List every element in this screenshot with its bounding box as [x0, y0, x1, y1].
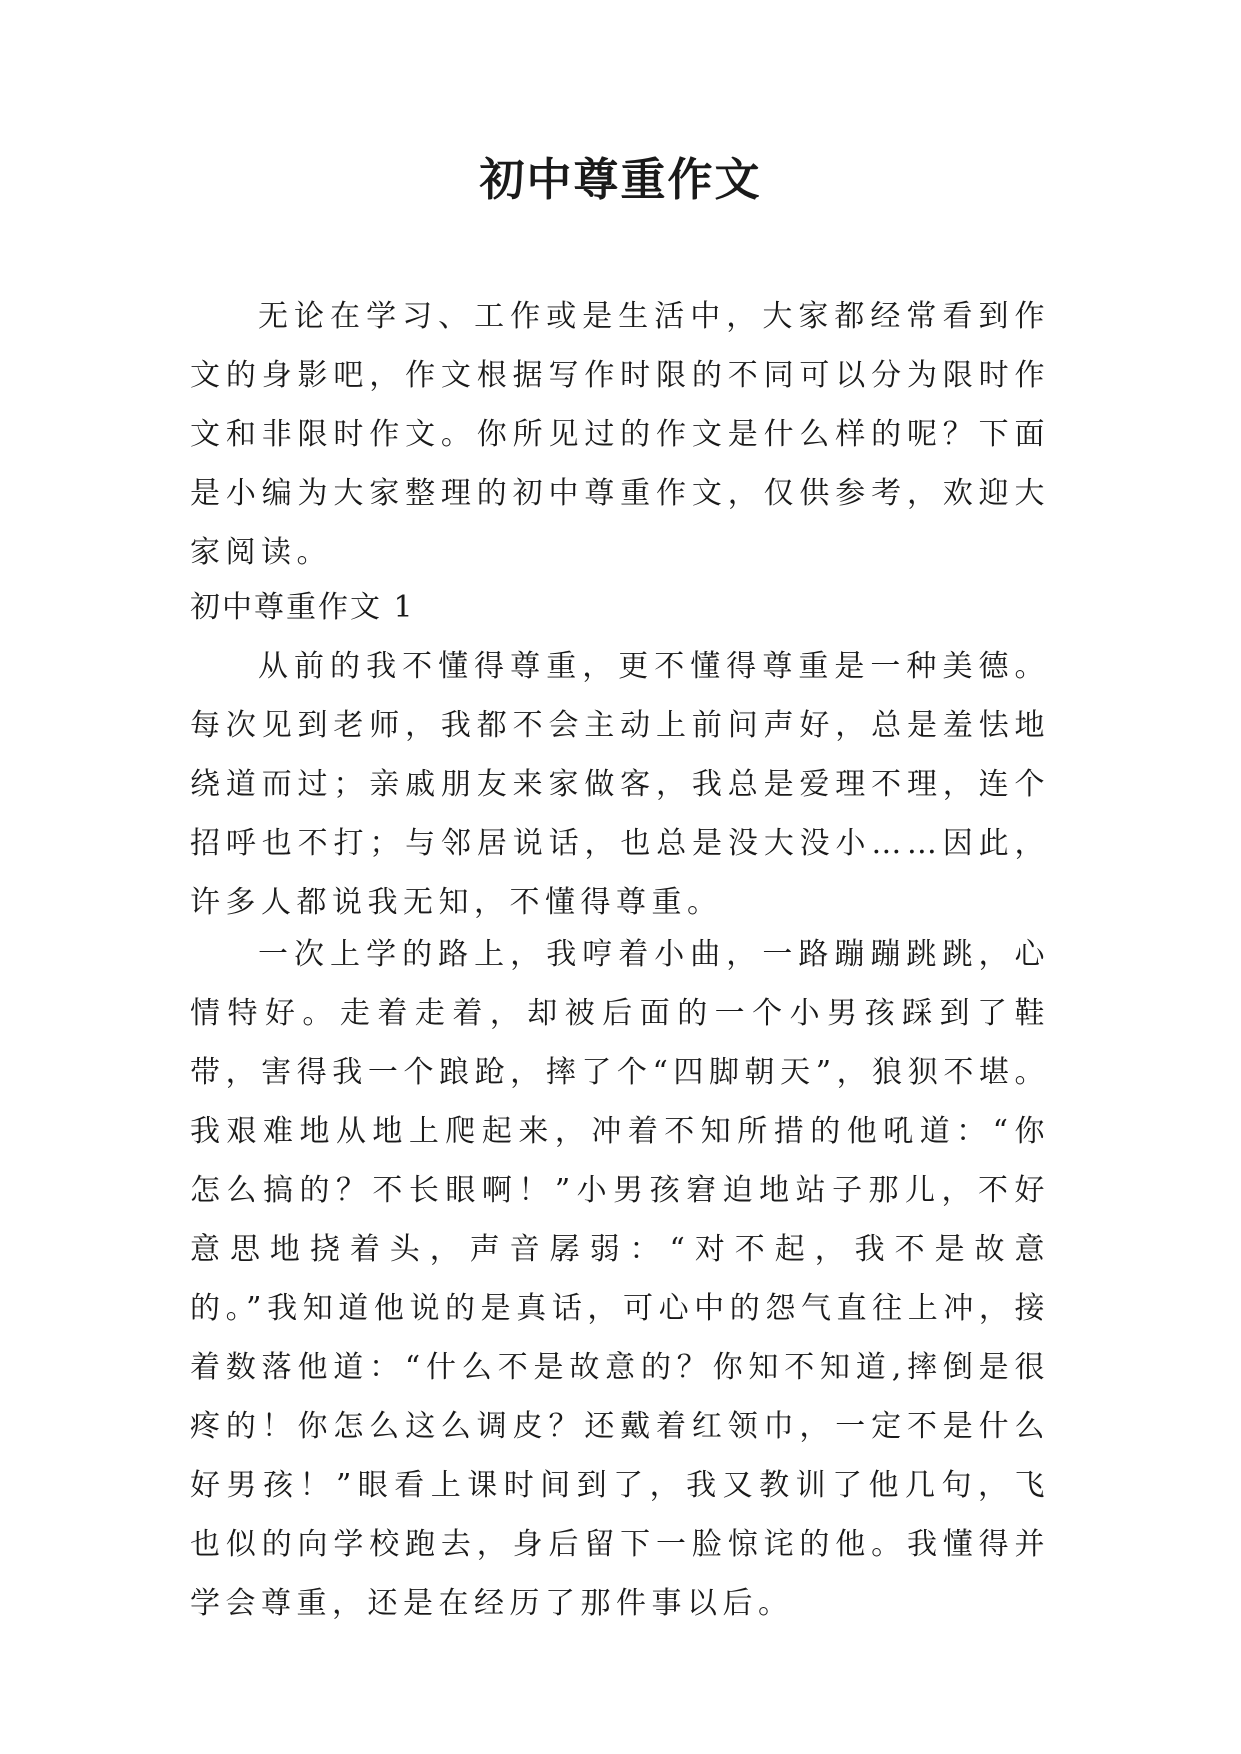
body-paragraph-2: 一次上学的路上，我哼着小曲，一路蹦蹦跳跳，心情特好。走着走着，却被后面的一个小男孩踩到了鞋带，害得我一个踉跄，摔了个“四脚朝天”，狼狈不堪。我艰难地从地上爬起来，冲着不知所措的他吼道：“你怎么搞的？不长眼啊！”小男孩窘迫地站子那儿，不好意思地挠着头，声音孱弱：“对不起，我不是故意的。”我知道他说的是真话，可心中的怨气直往上冲，接着数落他道：“什么不是故意的？你知不知道,摔倒是很疼的！你怎么这么调皮？还戴着红领巾，一定不是什么好男孩！”眼看上课时间到了，我又教训了他几句，飞也似的向学校跑去，身后留下一脸惊诧的他。我懂得并学会尊重，还是在经历了那件事以后。 [190, 937, 1050, 1621]
intro-paragraph: 无论在学习、工作或是生活中，大家都经常看到作文的身影吧，作文根据写作时限的不同可以分为限时作文和非限时作文。你所见过的作文是什么样的呢？下面是小编为大家整理的初中尊重作文，仅供参考，欢迎大家阅读。 [190, 299, 1050, 570]
document-title: 初中尊重作文 [479, 153, 762, 206]
body-paragraph-1: 从前的我不懂得尊重，更不懂得尊重是一种美德。每次见到老师，我都不会主动上前问声好，总是羞怯地绕道而过；亲戚朋友来家做客，我总是爱理不理，连个招呼也不打；与邻居说话，也总是没大没小……因此，许多人都说我无知，不懂得尊重。 [190, 649, 1050, 920]
section-heading: 初中尊重作文 1 [190, 590, 415, 625]
